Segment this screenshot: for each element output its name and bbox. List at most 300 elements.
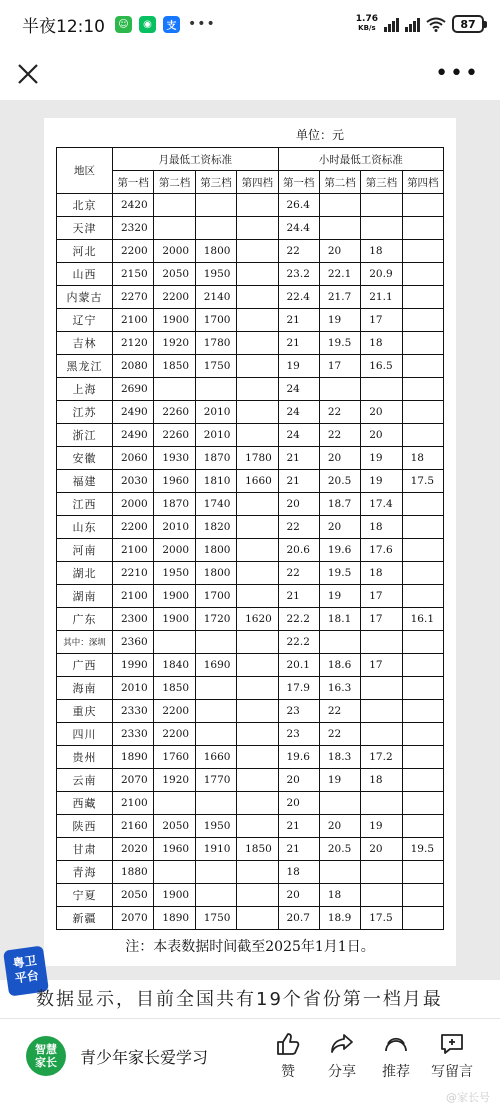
hourly-wage-cell: 22 <box>319 424 360 447</box>
monthly-wage-cell: 2100 <box>113 792 154 815</box>
hourly-wage-cell: 22.2 <box>278 631 319 654</box>
hourly-tier-header: 第四档 <box>402 171 443 194</box>
monthly-wage-cell <box>237 401 278 424</box>
hourly-tier-header: 第一档 <box>278 171 319 194</box>
region-cell: 甘肃 <box>57 838 113 861</box>
monthly-wage-cell: 2010 <box>154 516 195 539</box>
monthly-wage-cell <box>195 194 236 217</box>
minimum-wage-table <box>56 147 444 930</box>
table-row <box>57 217 444 240</box>
table-row <box>57 861 444 884</box>
hourly-wage-cell: 20.5 <box>319 470 360 493</box>
hourly-wage-cell: 18.9 <box>319 907 360 930</box>
table-row <box>57 401 444 424</box>
monthly-wage-cell: 1900 <box>154 884 195 907</box>
share-icon <box>329 1031 355 1057</box>
hourly-wage-cell <box>402 493 443 516</box>
status-time: 半夜12:10 <box>22 16 105 37</box>
monthly-wage-cell <box>195 861 236 884</box>
share-label: 分享 <box>328 1064 356 1080</box>
region-cell: 青海 <box>57 861 113 884</box>
hourly-wage-cell: 17.5 <box>402 470 443 493</box>
monthly-wage-cell: 1920 <box>154 769 195 792</box>
hourly-wage-cell <box>361 677 402 700</box>
hourly-wage-cell: 21 <box>278 838 319 861</box>
hourly-wage-cell: 17 <box>361 608 402 631</box>
monthly-wage-cell <box>237 585 278 608</box>
hourly-wage-cell <box>402 884 443 907</box>
monthly-wage-cell: 2050 <box>154 263 195 286</box>
hourly-wage-cell <box>402 677 443 700</box>
monthly-wage-cell <box>154 631 195 654</box>
monthly-wage-cell <box>237 539 278 562</box>
monthly-wage-cell: 2070 <box>113 769 154 792</box>
comment-plus-icon <box>439 1031 465 1057</box>
hourly-wage-cell <box>402 194 443 217</box>
region-cell: 内蒙古 <box>57 286 113 309</box>
monthly-wage-cell <box>195 884 236 907</box>
monthly-wage-cell <box>237 516 278 539</box>
hourly-wage-cell: 22 <box>319 700 360 723</box>
table-note: 注：本表数据时间截至2025年1月1日。 <box>125 939 375 955</box>
monthly-wage-cell: 2010 <box>195 424 236 447</box>
monthly-wage-cell: 2200 <box>154 723 195 746</box>
monthly-wage-cell: 2270 <box>113 286 154 309</box>
hourly-wage-cell: 20.6 <box>278 539 319 562</box>
status-bar <box>0 0 500 48</box>
table-row <box>57 194 444 217</box>
region-cell: 四川 <box>57 723 113 746</box>
monthly-wage-cell: 2490 <box>113 401 154 424</box>
header-hourly: 小时最低工资标准 <box>278 148 444 171</box>
monthly-wage-cell: 1950 <box>154 562 195 585</box>
monthly-wage-cell: 2010 <box>113 677 154 700</box>
hourly-wage-cell: 19 <box>361 447 402 470</box>
hourly-wage-cell: 20.9 <box>361 263 402 286</box>
region-cell: 江苏 <box>57 401 113 424</box>
monthly-wage-cell: 1760 <box>154 746 195 769</box>
monthly-wage-cell: 2070 <box>113 907 154 930</box>
monthly-wage-cell <box>237 792 278 815</box>
source-credit: @家长号 <box>446 1091 490 1104</box>
hourly-wage-cell: 19 <box>361 470 402 493</box>
hourly-wage-cell: 21 <box>278 815 319 838</box>
hourly-wage-cell: 19.5 <box>319 332 360 355</box>
hourly-wage-cell <box>402 562 443 585</box>
hourly-wage-cell <box>361 700 402 723</box>
comment-label: 写留言 <box>431 1064 473 1080</box>
close-icon[interactable] <box>14 60 42 88</box>
monthly-wage-cell: 2320 <box>113 217 154 240</box>
hourly-wage-cell: 20.5 <box>319 838 360 861</box>
monthly-wage-cell <box>237 769 278 792</box>
hourly-wage-cell: 21 <box>278 332 319 355</box>
monthly-wage-cell <box>237 378 278 401</box>
monthly-wage-cell: 1690 <box>195 654 236 677</box>
monthly-wage-cell <box>237 309 278 332</box>
monthly-wage-cell: 2020 <box>113 838 154 861</box>
more-notifications-icon: ••• <box>188 16 216 32</box>
hourly-wage-cell: 21.1 <box>361 286 402 309</box>
monthly-wage-cell: 2140 <box>195 286 236 309</box>
monthly-wage-cell: 2060 <box>113 447 154 470</box>
table-row <box>57 907 444 930</box>
table-row <box>57 309 444 332</box>
article-text: 数据显示，目前全国共有19个省份第一档月最 <box>36 989 443 1010</box>
table-row <box>57 700 444 723</box>
region-cell: 云南 <box>57 769 113 792</box>
monthly-wage-cell <box>154 194 195 217</box>
monthly-wage-cell: 2300 <box>113 608 154 631</box>
hourly-wage-cell: 21.7 <box>319 286 360 309</box>
monthly-wage-cell: 2100 <box>113 309 154 332</box>
monthly-wage-cell: 2260 <box>154 401 195 424</box>
monthly-wage-cell <box>237 562 278 585</box>
hourly-wage-cell <box>402 332 443 355</box>
hourly-wage-cell: 20 <box>278 792 319 815</box>
monthly-wage-cell: 2000 <box>154 539 195 562</box>
table-row <box>57 516 444 539</box>
table-row <box>57 539 444 562</box>
unit-label: 单位：元 <box>295 128 344 142</box>
hourly-wage-cell <box>319 631 360 654</box>
monthly-wage-cell: 2100 <box>113 539 154 562</box>
monthly-wage-cell: 1960 <box>154 838 195 861</box>
hourly-wage-cell <box>361 194 402 217</box>
hourly-wage-cell: 20.7 <box>278 907 319 930</box>
hourly-wage-cell <box>402 240 443 263</box>
hourly-wage-cell <box>319 217 360 240</box>
monthly-wage-cell: 1960 <box>154 470 195 493</box>
table-row <box>57 332 444 355</box>
table-row <box>57 608 444 631</box>
monthly-wage-cell: 2260 <box>154 424 195 447</box>
monthly-wage-cell: 1890 <box>113 746 154 769</box>
table-row <box>57 424 444 447</box>
table-row <box>57 631 444 654</box>
hourly-wage-cell: 20 <box>319 516 360 539</box>
monthly-wage-cell <box>154 378 195 401</box>
hourly-wage-cell: 24.4 <box>278 217 319 240</box>
signal-icon-2 <box>405 17 420 32</box>
hourly-wage-cell <box>402 861 443 884</box>
table-row <box>57 355 444 378</box>
region-cell: 浙江 <box>57 424 113 447</box>
hourly-wage-cell: 20 <box>319 447 360 470</box>
hourly-wage-cell: 17 <box>361 654 402 677</box>
hourly-wage-cell: 18.1 <box>319 608 360 631</box>
monthly-wage-cell <box>237 355 278 378</box>
hourly-wage-cell: 19 <box>361 815 402 838</box>
table-row <box>57 470 444 493</box>
region-cell: 吉林 <box>57 332 113 355</box>
hourly-wage-cell: 20 <box>278 493 319 516</box>
monthly-wage-cell <box>237 677 278 700</box>
hourly-wage-cell: 22.1 <box>319 263 360 286</box>
region-cell: 宁夏 <box>57 884 113 907</box>
monthly-wage-cell <box>237 746 278 769</box>
monthly-wage-cell <box>195 792 236 815</box>
region-cell: 江西 <box>57 493 113 516</box>
monthly-wage-cell: 2000 <box>154 240 195 263</box>
hourly-wage-cell: 17.5 <box>361 907 402 930</box>
monthly-wage-cell <box>237 286 278 309</box>
hourly-wage-cell: 18 <box>402 447 443 470</box>
table-row <box>57 838 444 861</box>
region-cell: 上海 <box>57 378 113 401</box>
hourly-wage-cell <box>361 861 402 884</box>
recommend-label: 推荐 <box>382 1064 410 1080</box>
monthly-wage-cell: 1700 <box>195 585 236 608</box>
region-cell: 福建 <box>57 470 113 493</box>
table-row <box>57 677 444 700</box>
monthly-wage-cell: 1900 <box>154 608 195 631</box>
monthly-wage-cell: 1820 <box>195 516 236 539</box>
bottom-action-bar <box>0 1018 500 1111</box>
table-row <box>57 378 444 401</box>
monthly-wage-cell <box>195 723 236 746</box>
table-row <box>57 723 444 746</box>
region-cell: 重庆 <box>57 700 113 723</box>
hourly-wage-cell <box>319 792 360 815</box>
hourly-wage-cell: 21 <box>278 447 319 470</box>
hourly-wage-cell: 16.5 <box>361 355 402 378</box>
monthly-wage-cell <box>195 677 236 700</box>
hourly-wage-cell: 17.4 <box>361 493 402 516</box>
hourly-wage-cell <box>402 401 443 424</box>
like-label: 赞 <box>281 1064 295 1080</box>
hourly-wage-cell <box>402 286 443 309</box>
monthly-tier-header: 第一档 <box>113 171 154 194</box>
region-cell: 辽宁 <box>57 309 113 332</box>
table-image <box>44 118 456 966</box>
hourly-wage-cell <box>402 378 443 401</box>
hourly-wage-cell: 19 <box>319 769 360 792</box>
table-row <box>57 263 444 286</box>
hourly-wage-cell: 22 <box>319 401 360 424</box>
like-button[interactable] <box>263 1031 313 1081</box>
hourly-wage-cell: 16.1 <box>402 608 443 631</box>
hourly-wage-cell <box>319 378 360 401</box>
recommend-button[interactable] <box>371 1031 421 1081</box>
hourly-wage-cell <box>361 884 402 907</box>
hourly-wage-cell: 24 <box>278 378 319 401</box>
hourly-wage-cell: 19.5 <box>319 562 360 585</box>
hourly-wage-cell <box>402 217 443 240</box>
monthly-wage-cell: 2010 <box>195 401 236 424</box>
table-row <box>57 769 444 792</box>
hourly-wage-cell: 18.6 <box>319 654 360 677</box>
account-name[interactable]: 青少年家长爱学习 <box>80 1048 209 1067</box>
hourly-wage-cell: 17 <box>319 355 360 378</box>
hourly-wage-cell <box>361 378 402 401</box>
hourly-wage-cell: 23 <box>278 723 319 746</box>
monthly-wage-cell: 2360 <box>113 631 154 654</box>
hourly-wage-cell <box>402 723 443 746</box>
monthly-wage-cell: 2120 <box>113 332 154 355</box>
monthly-wage-cell: 1910 <box>195 838 236 861</box>
hourly-wage-cell: 22 <box>278 516 319 539</box>
hourly-wage-cell: 19 <box>319 309 360 332</box>
signal-icon <box>384 17 399 32</box>
monthly-wage-cell: 2080 <box>113 355 154 378</box>
hourly-wage-cell <box>402 263 443 286</box>
hourly-wage-cell <box>402 585 443 608</box>
table-row <box>57 286 444 309</box>
hourly-wage-cell <box>402 792 443 815</box>
monthly-wage-cell <box>237 907 278 930</box>
region-cell: 河北 <box>57 240 113 263</box>
hourly-wage-cell <box>402 309 443 332</box>
monthly-wage-cell: 1890 <box>154 907 195 930</box>
wifi-icon <box>426 17 446 32</box>
monthly-wage-cell: 2150 <box>113 263 154 286</box>
hourly-wage-cell: 17 <box>361 585 402 608</box>
hourly-wage-cell: 20 <box>361 424 402 447</box>
monthly-wage-cell <box>237 861 278 884</box>
monthly-wage-cell: 2420 <box>113 194 154 217</box>
hourly-wage-cell: 20 <box>278 769 319 792</box>
table-row <box>57 792 444 815</box>
hourly-tier-header: 第二档 <box>319 171 360 194</box>
hourly-wage-cell: 18.7 <box>319 493 360 516</box>
region-cell: 黑龙江 <box>57 355 113 378</box>
region-cell: 天津 <box>57 217 113 240</box>
thumbs-up-icon <box>275 1031 301 1057</box>
monthly-wage-cell: 2690 <box>113 378 154 401</box>
hourly-wage-cell: 18.3 <box>319 746 360 769</box>
hourly-wage-cell <box>361 792 402 815</box>
monthly-wage-cell: 1770 <box>195 769 236 792</box>
region-cell: 海南 <box>57 677 113 700</box>
monthly-wage-cell: 1870 <box>154 493 195 516</box>
monthly-wage-cell <box>195 700 236 723</box>
monthly-wage-cell: 1930 <box>154 447 195 470</box>
account-avatar[interactable]: 智慧 家长 <box>26 1036 66 1076</box>
hourly-wage-cell <box>402 654 443 677</box>
monthly-wage-cell: 1780 <box>237 447 278 470</box>
region-cell: 陕西 <box>57 815 113 838</box>
monthly-wage-cell: 2490 <box>113 424 154 447</box>
hourly-wage-cell: 22.4 <box>278 286 319 309</box>
hourly-wage-cell: 20 <box>278 884 319 907</box>
monthly-wage-cell: 1740 <box>195 493 236 516</box>
monthly-wage-cell <box>154 217 195 240</box>
chat-app-icon: ☺ <box>115 16 132 33</box>
more-icon[interactable]: ••• <box>435 61 480 86</box>
monthly-wage-cell: 2200 <box>154 286 195 309</box>
monthly-wage-cell: 1880 <box>113 861 154 884</box>
monthly-wage-cell <box>237 263 278 286</box>
monthly-wage-cell: 1990 <box>113 654 154 677</box>
region-cell: 北京 <box>57 194 113 217</box>
monthly-wage-cell: 1870 <box>195 447 236 470</box>
hourly-wage-cell: 16.3 <box>319 677 360 700</box>
hourly-wage-cell: 21 <box>278 470 319 493</box>
hourly-wage-cell <box>402 746 443 769</box>
monthly-wage-cell: 2330 <box>113 723 154 746</box>
hourly-wage-cell: 17.2 <box>361 746 402 769</box>
region-cell: 山东 <box>57 516 113 539</box>
monthly-wage-cell <box>195 217 236 240</box>
monthly-wage-cell <box>237 217 278 240</box>
hourly-wage-cell <box>402 424 443 447</box>
monthly-wage-cell: 2000 <box>113 493 154 516</box>
monthly-wage-cell: 1950 <box>195 263 236 286</box>
hourly-wage-cell <box>319 194 360 217</box>
hourly-wage-cell: 22 <box>319 723 360 746</box>
monthly-wage-cell: 2200 <box>113 240 154 263</box>
region-cell: 河南 <box>57 539 113 562</box>
battery-indicator: 87 <box>452 15 484 33</box>
monthly-wage-cell <box>237 654 278 677</box>
hourly-wage-cell: 20 <box>361 401 402 424</box>
region-cell: 西藏 <box>57 792 113 815</box>
hourly-wage-cell: 26.4 <box>278 194 319 217</box>
monthly-wage-cell: 1800 <box>195 562 236 585</box>
hourly-wage-cell: 20 <box>361 838 402 861</box>
monthly-wage-cell: 1850 <box>154 355 195 378</box>
share-button[interactable] <box>317 1031 367 1081</box>
monthly-wage-cell: 2330 <box>113 700 154 723</box>
region-cell: 湖南 <box>57 585 113 608</box>
monthly-wage-cell: 1720 <box>195 608 236 631</box>
table-row <box>57 447 444 470</box>
recommend-icon <box>383 1031 409 1057</box>
monthly-wage-cell <box>237 424 278 447</box>
monthly-wage-cell <box>237 723 278 746</box>
monthly-tier-header: 第三档 <box>195 171 236 194</box>
hourly-wage-cell: 17.6 <box>361 539 402 562</box>
monthly-wage-cell: 2050 <box>154 815 195 838</box>
monthly-wage-cell <box>237 884 278 907</box>
comment-button[interactable] <box>427 1031 477 1081</box>
table-row <box>57 815 444 838</box>
monthly-wage-cell: 2030 <box>113 470 154 493</box>
table-row <box>57 562 444 585</box>
monthly-wage-cell: 1780 <box>195 332 236 355</box>
monthly-wage-cell <box>154 861 195 884</box>
header-monthly: 月最低工资标准 <box>113 148 279 171</box>
hourly-wage-cell: 21 <box>278 309 319 332</box>
hourly-wage-cell: 20.1 <box>278 654 319 677</box>
hourly-wage-cell: 19 <box>319 585 360 608</box>
monthly-wage-cell <box>237 631 278 654</box>
hourly-wage-cell: 19 <box>278 355 319 378</box>
hourly-wage-cell <box>402 769 443 792</box>
monthly-wage-cell: 1920 <box>154 332 195 355</box>
hourly-wage-cell: 22.2 <box>278 608 319 631</box>
monthly-wage-cell: 1660 <box>237 470 278 493</box>
monthly-wage-cell <box>237 240 278 263</box>
region-cell: 广西 <box>57 654 113 677</box>
monthly-wage-cell: 1620 <box>237 608 278 631</box>
table-row <box>57 240 444 263</box>
hourly-wage-cell <box>361 631 402 654</box>
monthly-wage-cell: 2210 <box>113 562 154 585</box>
monthly-wage-cell <box>195 378 236 401</box>
region-cell: 广东 <box>57 608 113 631</box>
table-row <box>57 585 444 608</box>
region-cell: 湖北 <box>57 562 113 585</box>
monthly-wage-cell <box>237 332 278 355</box>
monthly-wage-cell <box>237 493 278 516</box>
hourly-wage-cell: 20 <box>319 815 360 838</box>
monthly-wage-cell: 1810 <box>195 470 236 493</box>
monthly-wage-cell: 1800 <box>195 240 236 263</box>
monthly-tier-header: 第四档 <box>237 171 278 194</box>
hourly-wage-cell: 20 <box>319 240 360 263</box>
